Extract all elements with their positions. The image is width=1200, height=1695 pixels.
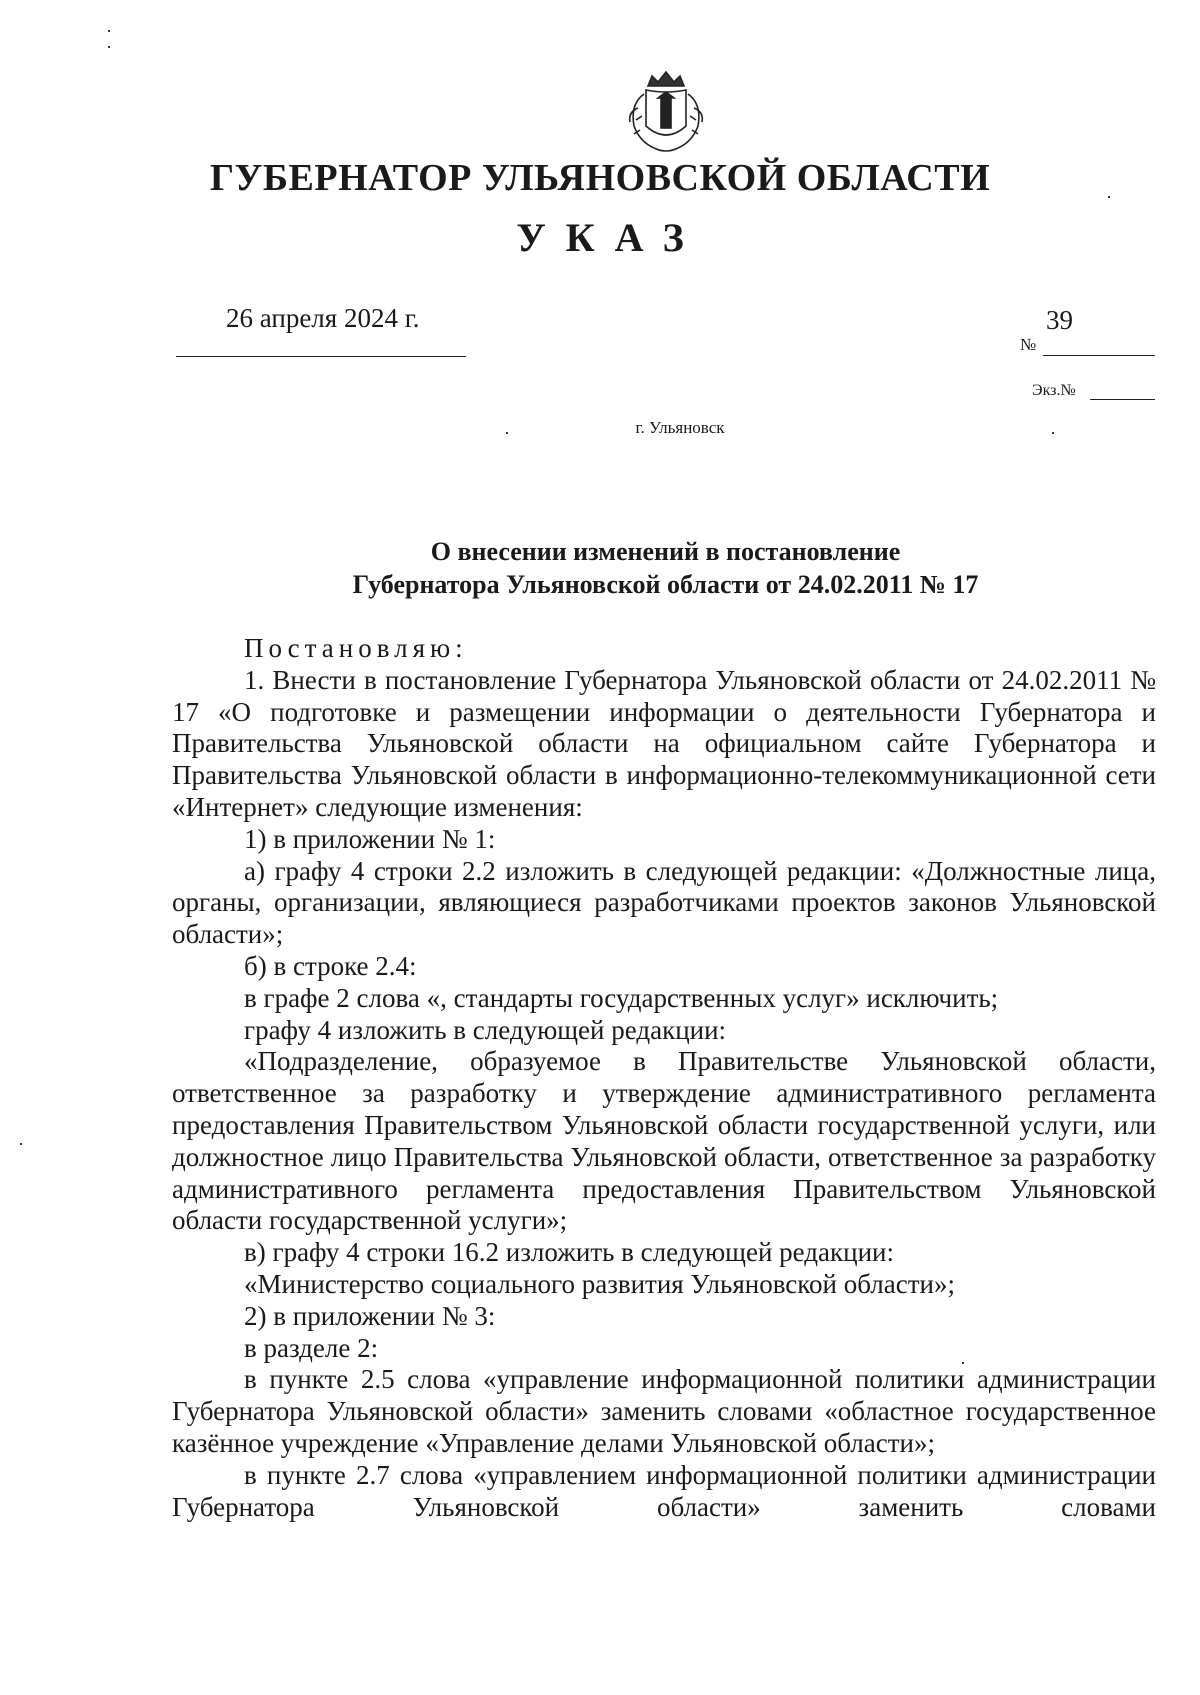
paragraph: а) графу 4 строки 2.2 изложить в следующей редакции: «Должностные лица, органы, организации, являющиеся разработчиками проектов законов Ульяновской области»; [172, 855, 1156, 950]
document-type: УКАЗ [516, 215, 704, 260]
document-title-line: О внесении изменений в постановление [430, 537, 901, 566]
issuer-title: ГУБЕРНАТОР УЛЬЯНОВСКОЙ ОБЛАСТИ [209, 157, 991, 199]
paragraph-preamble: Постановляю: [244, 633, 468, 663]
paragraph: 2) в приложении № 3: [244, 1300, 496, 1331]
document-body [172, 633, 1156, 1523]
scan-speck [506, 432, 508, 434]
scan-speck [108, 46, 110, 48]
scan-speck [108, 30, 110, 32]
number-label: № [1020, 335, 1037, 354]
scan-speck [1052, 432, 1054, 434]
paragraph: 1) в приложении № 1: [244, 823, 496, 854]
paragraph: в пункте 2.5 слова «управление информационной политики администрации Губернатора Ульяновской области» заменить словами «областное государственное казённое учреждение «Управление делами Ульяновской области»; [172, 1364, 1156, 1458]
decree-date: 26 апреля 2024 г. [226, 303, 420, 333]
copy-number-label: Экз.№ [1032, 382, 1076, 399]
paragraph: «Министерство социального развития Ульяновской области»; [244, 1268, 955, 1299]
city: г. Ульяновск [635, 418, 725, 437]
copy-number-underline [1090, 399, 1155, 400]
decree-number: 39 [1046, 305, 1073, 335]
date-underline [176, 356, 466, 357]
scan-speck [1108, 196, 1110, 198]
paragraph: в разделе 2: [244, 1332, 379, 1363]
number-underline [1043, 355, 1155, 356]
paragraph: в пункте 2.7 слова «управлением информационной политики администрации Губернатора Ульяновской области» заменить словами [172, 1459, 1156, 1522]
paragraph: 1. Внести в постановление Губернатора Ульяновской области от 24.02.2011 № 17 «О подготовке и размещении информации о деятельности Губернатора и Правительства Ульяновской области на официальном сайте Губернатора и Правительства Ульяновской области в информационно-телекоммуникационной сети «Интернет» следующие изменения: [172, 664, 1156, 822]
scan-speck [20, 1143, 22, 1145]
coat-of-arms-emblem [618, 64, 714, 160]
paragraph: б) в строке 2.4: [244, 950, 417, 981]
document-title-line: Губернатора Ульяновской области от 24.02.2011 № 17 [352, 570, 979, 599]
paragraph: «Подразделение, образуемое в Правительстве Ульяновской области, ответственное за разработку и утверждение административного регламента предоставления Правительством Ульяновской области государственной услуги, или должностное лицо Правительства Ульяновской области, ответственное за разработку административного регламента предоставления Правительством Ульяновской области государственной услуги»; [172, 1046, 1156, 1236]
document-title [176, 535, 1155, 601]
paragraph: в) графу 4 строки 16.2 изложить в следующей редакции: [244, 1237, 894, 1268]
paragraph: в графе 2 слова «, стандарты государственных услуг» исключить; [244, 982, 999, 1013]
scan-speck [962, 1362, 964, 1364]
paragraph: графу 4 изложить в следующей редакции: [244, 1014, 727, 1045]
